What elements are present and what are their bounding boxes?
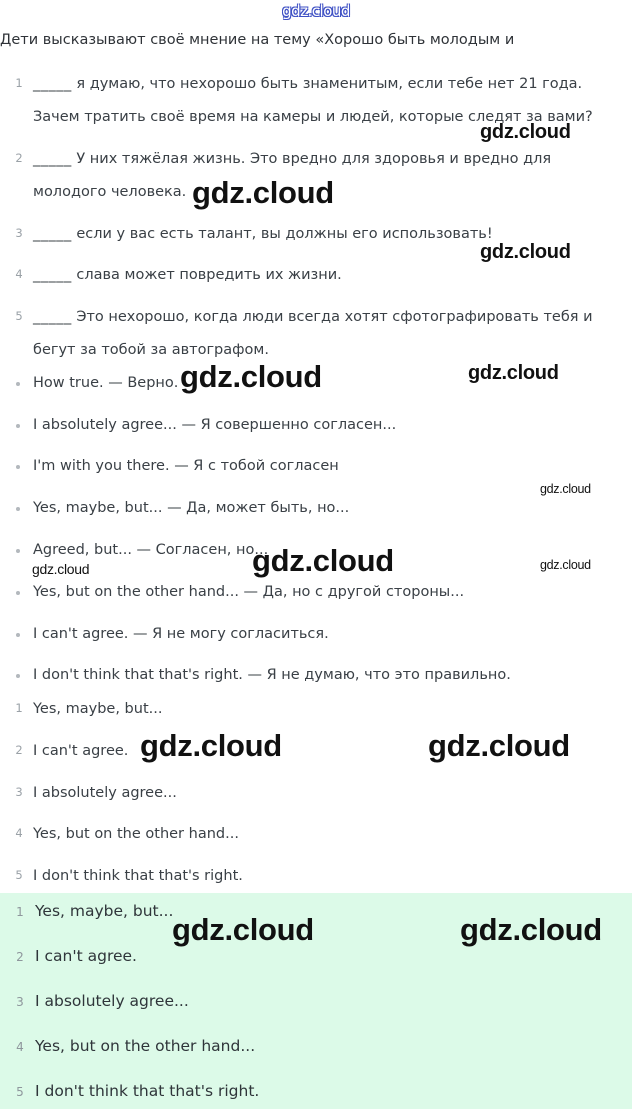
answer-text: Yes, but on the other hand... (35, 1037, 256, 1055)
item-number: 4 (15, 826, 23, 840)
item-text: молодого человека. (33, 184, 187, 200)
bullet (16, 633, 20, 637)
item-number: 3 (16, 995, 24, 1009)
item-number: 2 (15, 743, 23, 757)
watermark: gdz.cloud (460, 912, 602, 947)
item-number: 2 (16, 950, 24, 964)
watermark: gdz.cloud (480, 121, 571, 143)
answer-text: Yes, maybe, but... (35, 902, 174, 920)
bullet (16, 465, 20, 469)
watermark: gdz.cloud (192, 175, 334, 210)
item-text: слава может повредить их жизни. (76, 267, 342, 283)
answer-text: I don't think that that's right. (35, 1082, 260, 1100)
watermark: gdz.cloud (468, 362, 559, 384)
answer-text: I absolutely agree... (35, 992, 189, 1010)
item-text: я думаю, что нехорошо быть знаменитым, если тебе нет 21 года. (76, 76, 583, 92)
bullet (16, 507, 20, 511)
bullet (16, 382, 20, 386)
watermark: gdz.cloud (540, 558, 591, 572)
item-number: 4 (16, 1040, 24, 1054)
phrase-text: I absolutely agree... — Я совершенно согласен... (33, 417, 397, 433)
answer-text: I absolutely agree... (33, 785, 177, 801)
bullet (16, 549, 20, 553)
item-number: 2 (15, 151, 23, 165)
item-number: 1 (15, 76, 23, 90)
watermark: gdz.cloud (428, 728, 570, 763)
item-number: 5 (15, 309, 23, 323)
watermark: gdz.cloud (540, 482, 591, 496)
blank: _____ (33, 226, 72, 242)
watermark: gdz.cloud (140, 728, 282, 763)
phrase-text: I don't think that that's right. — Я не думаю, что это правильно. (33, 667, 511, 683)
phrase-text: Yes, maybe, but... — Да, может быть, но... (33, 500, 350, 516)
answer-text: I can't agree. (33, 743, 129, 759)
bullet (16, 424, 20, 428)
item-text: Это нехорошо, когда люди всегда хотят сфотографировать тебя и (76, 309, 593, 325)
blank: _____ (33, 76, 72, 92)
watermark: gdz.cloud (252, 543, 394, 578)
watermark: gdz.cloud (172, 912, 314, 947)
blank: _____ (33, 309, 72, 325)
item-number: 3 (15, 226, 23, 240)
blank: _____ (33, 151, 72, 167)
phrase-text: I'm with you there. — Я с тобой согласен (33, 458, 339, 474)
item-number: 5 (15, 868, 23, 882)
bullet (16, 591, 20, 595)
item-text: бегут за тобой за автографом. (33, 342, 269, 358)
phrase-text: Agreed, but... — Согласен, но... (33, 542, 269, 558)
watermark: gdz.cloud (180, 359, 322, 394)
watermark: gdz.cloud (32, 561, 90, 577)
bullet (16, 674, 20, 678)
task-intro: Дети высказывают своё мнение на тему «Хорошо быть молодым и (0, 32, 515, 48)
site-logo[interactable]: gdz.cloud (282, 2, 350, 20)
item-number: 3 (15, 785, 23, 799)
item-text: если у вас есть талант, вы должны его использовать! (76, 226, 493, 242)
item-number: 5 (16, 1085, 24, 1099)
answer-text: I can't agree. (35, 947, 137, 965)
answer-text: I don't think that that's right. (33, 868, 243, 884)
phrase-text: Yes, but on the other hand... — Да, но с другой стороны... (33, 584, 465, 600)
item-number: 4 (15, 267, 23, 281)
phrase-text: I can't agree. — Я не могу согласиться. (33, 626, 329, 642)
item-number: 1 (15, 701, 23, 715)
site-header (0, 0, 632, 26)
item-text: Зачем тратить своё время на камеры и людей, которые следят за вами? (33, 109, 593, 125)
answer-text: Yes, but on the other hand... (33, 826, 239, 842)
item-number: 1 (16, 905, 24, 919)
blank: _____ (33, 267, 72, 283)
phrase-text: How true. — Верно. (33, 375, 179, 391)
watermark: gdz.cloud (480, 241, 571, 263)
answer-text: Yes, maybe, but... (33, 701, 163, 717)
item-text: У них тяжёлая жизнь. Это вредно для здоровья и вредно для (76, 151, 552, 167)
